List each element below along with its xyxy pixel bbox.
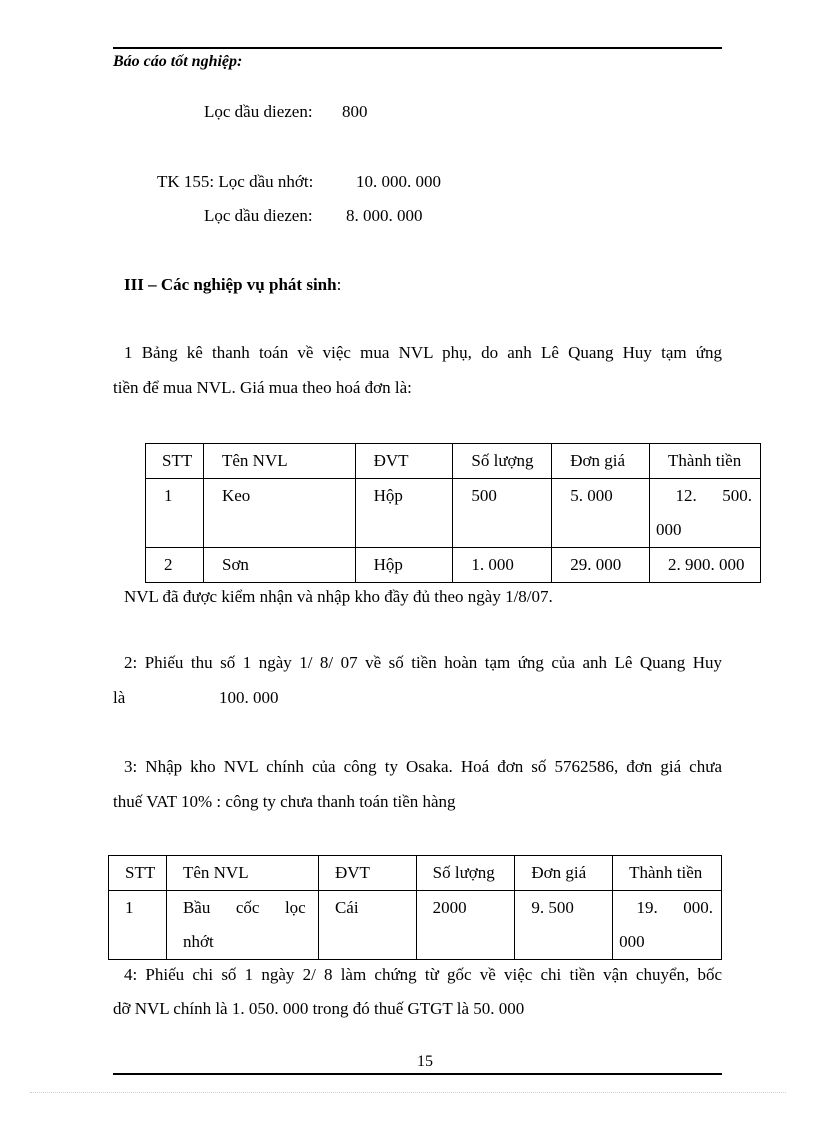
line-value: 10. 000. 000 xyxy=(356,172,441,191)
table-cell: 5. 000 xyxy=(552,479,650,548)
note-received: NVL đã được kiểm nhận và nhập kho đầy đủ theo ngày 1/8/07. xyxy=(124,587,553,606)
footer-rule xyxy=(113,1073,722,1075)
item1-line2: tiền để mua NVL. Giá mua theo hoá đơn là: xyxy=(113,378,412,397)
table-cell: 500 xyxy=(453,479,552,548)
table-cell: 9. 500 xyxy=(515,891,613,960)
item2-line2 xyxy=(113,688,279,708)
item3-line1: 3: Nhập kho NVL chính của công ty Osaka. Hoá đơn số 5762586, đơn giá chưa xyxy=(124,757,722,776)
page-number: 15 xyxy=(417,1053,433,1070)
header-cell: Đơn giá xyxy=(515,856,613,891)
line-value: 8. 000. 000 xyxy=(346,206,423,225)
line-loc-dau-diezen-2 xyxy=(204,206,423,226)
document-header: Báo cáo tốt nghiệp: xyxy=(113,53,243,70)
table-cell: 2. 900. 000 xyxy=(650,548,761,583)
header-cell: ĐVT xyxy=(355,444,453,479)
table-cell: Bầu cốc lọc nhớt xyxy=(166,891,318,960)
line-value: 800 xyxy=(342,102,368,121)
item2-line1: 2: Phiếu thu số 1 ngày 1/ 8/ 07 về số tiền hoàn tạm ứng của anh Lê Quang Huy xyxy=(124,653,722,672)
line-tk155 xyxy=(157,172,441,192)
table-cell: 2 xyxy=(146,548,204,583)
item2-amount: 100. 000 xyxy=(219,688,279,707)
table-cell: 12. 500. 000 xyxy=(650,479,761,548)
item4-line1: 4: Phiếu chi số 1 ngày 2/ 8 làm chứng từ gốc về việc chi tiền vận chuyển, bốc xyxy=(124,965,722,984)
header-cell: Thành tiền xyxy=(650,444,761,479)
table-header-row xyxy=(109,856,722,891)
table-cell: 29. 000 xyxy=(552,548,650,583)
table-cell: Hộp xyxy=(355,548,453,583)
item2-prefix: là xyxy=(113,688,126,707)
header-cell: Thành tiền xyxy=(613,856,722,891)
line-label: Lọc dầu diezen: xyxy=(204,102,313,121)
section-heading-text: III – Các nghiệp vụ phát sinh xyxy=(124,275,337,294)
header-cell: Số lượng xyxy=(416,856,515,891)
item3-line2: thuế VAT 10% : công ty chưa thanh toán tiền hàng xyxy=(113,792,456,811)
header-cell: Tên NVL xyxy=(203,444,355,479)
header-cell: Số lượng xyxy=(453,444,552,479)
header-cell: STT xyxy=(146,444,204,479)
header-cell: STT xyxy=(109,856,167,891)
line-label: TK 155: Lọc dầu nhớt: xyxy=(157,172,314,191)
table-cell: Hộp xyxy=(355,479,453,548)
table-cell: 1. 000 xyxy=(453,548,552,583)
table-cell: Cái xyxy=(318,891,416,960)
materials-table-1 xyxy=(145,443,761,583)
materials-table-2 xyxy=(108,855,722,960)
item1-line1: 1 Bảng kê thanh toán về việc mua NVL phụ, do anh Lê Quang Huy tạm ứng xyxy=(124,343,722,362)
table-cell: Keo xyxy=(203,479,355,548)
page-edge-divider xyxy=(30,1092,786,1093)
section-heading xyxy=(124,275,341,295)
table-cell: 1 xyxy=(109,891,167,960)
table-cell: Sơn xyxy=(203,548,355,583)
table-cell: 19. 000. 000 xyxy=(613,891,722,960)
header-cell: ĐVT xyxy=(318,856,416,891)
line-label: Lọc dầu diezen: xyxy=(204,206,313,225)
line-loc-dau-diezen xyxy=(204,102,368,122)
item4-line2: dỡ NVL chính là 1. 050. 000 trong đó thuế GTGT là 50. 000 xyxy=(113,999,525,1018)
header-cell: Tên NVL xyxy=(166,856,318,891)
table-cell: 2000 xyxy=(416,891,515,960)
section-heading-colon: : xyxy=(336,275,342,294)
table-row xyxy=(146,479,761,548)
table-cell: 1 xyxy=(146,479,204,548)
header-cell: Đơn giá xyxy=(552,444,650,479)
table-header-row xyxy=(146,444,761,479)
table-row xyxy=(146,548,761,583)
table-row xyxy=(109,891,722,960)
header-rule xyxy=(113,47,722,49)
